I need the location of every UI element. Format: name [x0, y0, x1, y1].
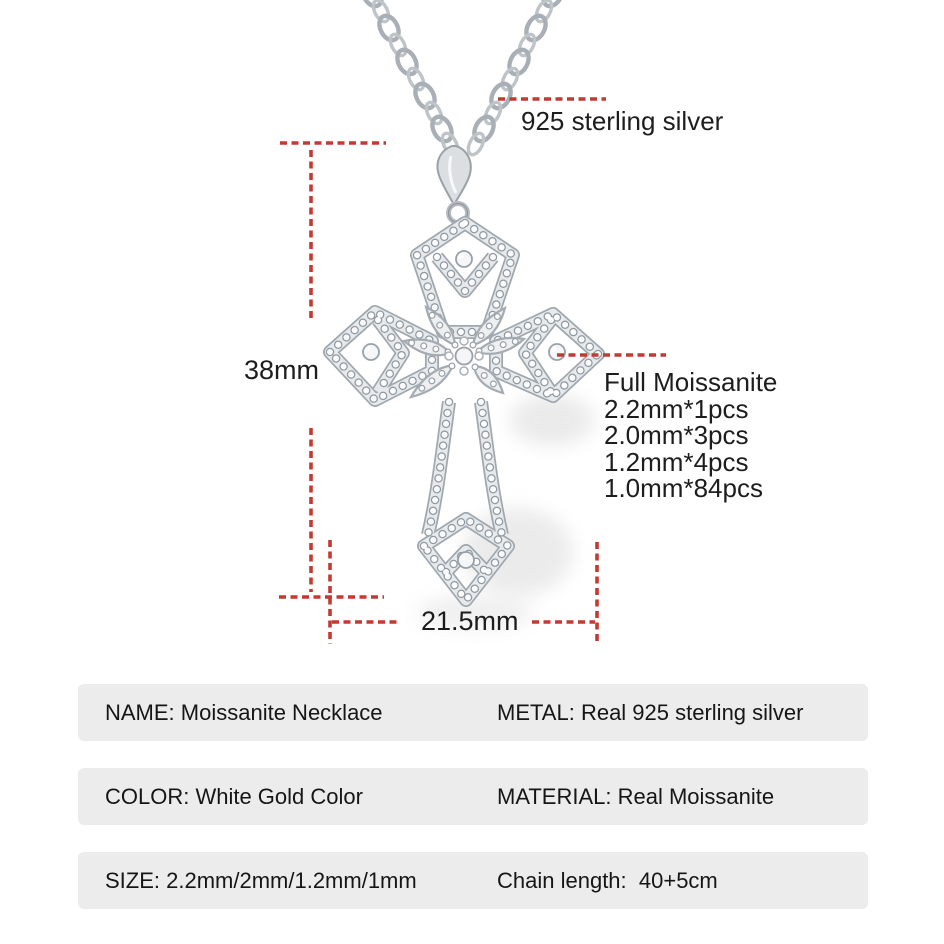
- spec-size: SIZE: 2.2mm/2mm/1.2mm/1mm: [105, 867, 417, 893]
- stone-spec-line: 1.0mm*84pcs: [604, 473, 763, 503]
- stone-spec-line: 2.2mm*1pcs: [604, 393, 749, 424]
- spec-metal: METAL: Real 925 sterling silver: [497, 699, 804, 725]
- chain-material-label: 925 sterling silver: [521, 106, 724, 136]
- stone-spec-line: 1.2mm*4pcs: [604, 446, 749, 477]
- spec-row-size-chain: [78, 852, 868, 909]
- spec-chain-length: Chain length: 40+5cm: [497, 867, 718, 893]
- chain-left-strand: [359, 0, 461, 157]
- spec-material: MATERIAL: Real Moissanite: [497, 783, 775, 809]
- spec-row-color-material: [78, 768, 868, 825]
- stone-specs-block: [604, 369, 777, 502]
- stone-specs-title: Full Moissanite: [604, 367, 778, 397]
- flower-center-graphic: [404, 307, 524, 397]
- spec-row-name-metal: [78, 684, 868, 741]
- spec-name: NAME: Moissanite Necklace: [105, 699, 383, 725]
- bail-graphic: [437, 146, 470, 223]
- spec-color: COLOR: White Gold Color: [105, 783, 363, 809]
- stone-spec-line: 2.0mm*3pcs: [604, 420, 749, 450]
- pendant-height-label: 38mm: [244, 355, 320, 385]
- pendant-width-label: 21.5mm: [421, 606, 519, 636]
